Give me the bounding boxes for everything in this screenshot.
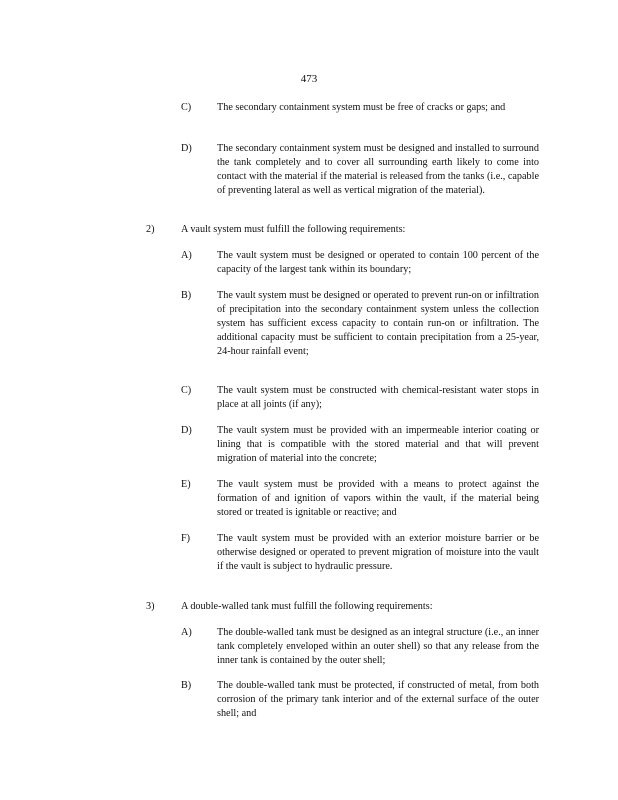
item-label: E) [181, 479, 191, 490]
item-text: The double-walled tank must be designed as an integral structure (i.e., an inner tank completely enveloped within an outer shell) so that any release from the inner tank is contained by the outer shell; [217, 627, 539, 666]
item-text: The vault system must be provided with an exterior moisture barrier or be otherwise designed or operated to prevent migration of moisture into the vault if the vault is subject to hydraulic pressure. [217, 533, 539, 572]
item-label: B) [181, 680, 192, 691]
item-label: C) [181, 385, 192, 396]
item-label: C) [181, 102, 192, 113]
item-label: B) [181, 290, 192, 301]
item-text: The vault system must be provided with an impermeable interior coating or lining that is compatible with the stored material and that will prevent migration of material into the concrete; [217, 425, 539, 464]
item-text: The double-walled tank must be protected, if constructed of metal, from both corrosion of the primary tank interior and of the external surface of the outer shell; and [217, 680, 539, 719]
item-label: F) [181, 533, 191, 544]
item-label: D) [181, 143, 192, 154]
item-label: A) [181, 627, 192, 638]
item-text: The secondary containment system must be designed and installed to surround the tank completely and to cover all surrounding earth likely to come into contact with the material if the material is released from the tanks (i.e., capable of preventing lateral as well as vertical migration of the material). [217, 143, 539, 196]
item-number: 3) [146, 601, 155, 612]
item-label: A) [181, 250, 192, 261]
item-text: The vault system must be provided with a means to protect against the formation of and ignition of vapors within the vault, if the material being stored or treated is ignitable or reactive; and [217, 479, 539, 518]
page-number: 473 [300, 73, 318, 85]
item-text: The vault system must be constructed with chemical-resistant water stops in place at all joints (if any); [217, 385, 539, 410]
item-number: 2) [146, 224, 155, 235]
item-text: The secondary containment system must be free of cracks or gaps; and [217, 102, 506, 113]
item-text: The vault system must be designed or operated to prevent run-on or infiltration of precipitation into the secondary containment system unless the collection system has sufficient excess capacity to contain run-on or infiltration. The additional capacity must be sufficient to contain precipitation from a 25-year, 24-hour rainfall event; [217, 290, 539, 357]
item-text: The vault system must be designed or operated to contain 100 percent of the capacity of the largest tank within its boundary; [217, 250, 539, 275]
item-text: A double-walled tank must fulfill the following requirements: [181, 601, 433, 612]
item-label: D) [181, 425, 192, 436]
item-text: A vault system must fulfill the following requirements: [181, 224, 406, 235]
